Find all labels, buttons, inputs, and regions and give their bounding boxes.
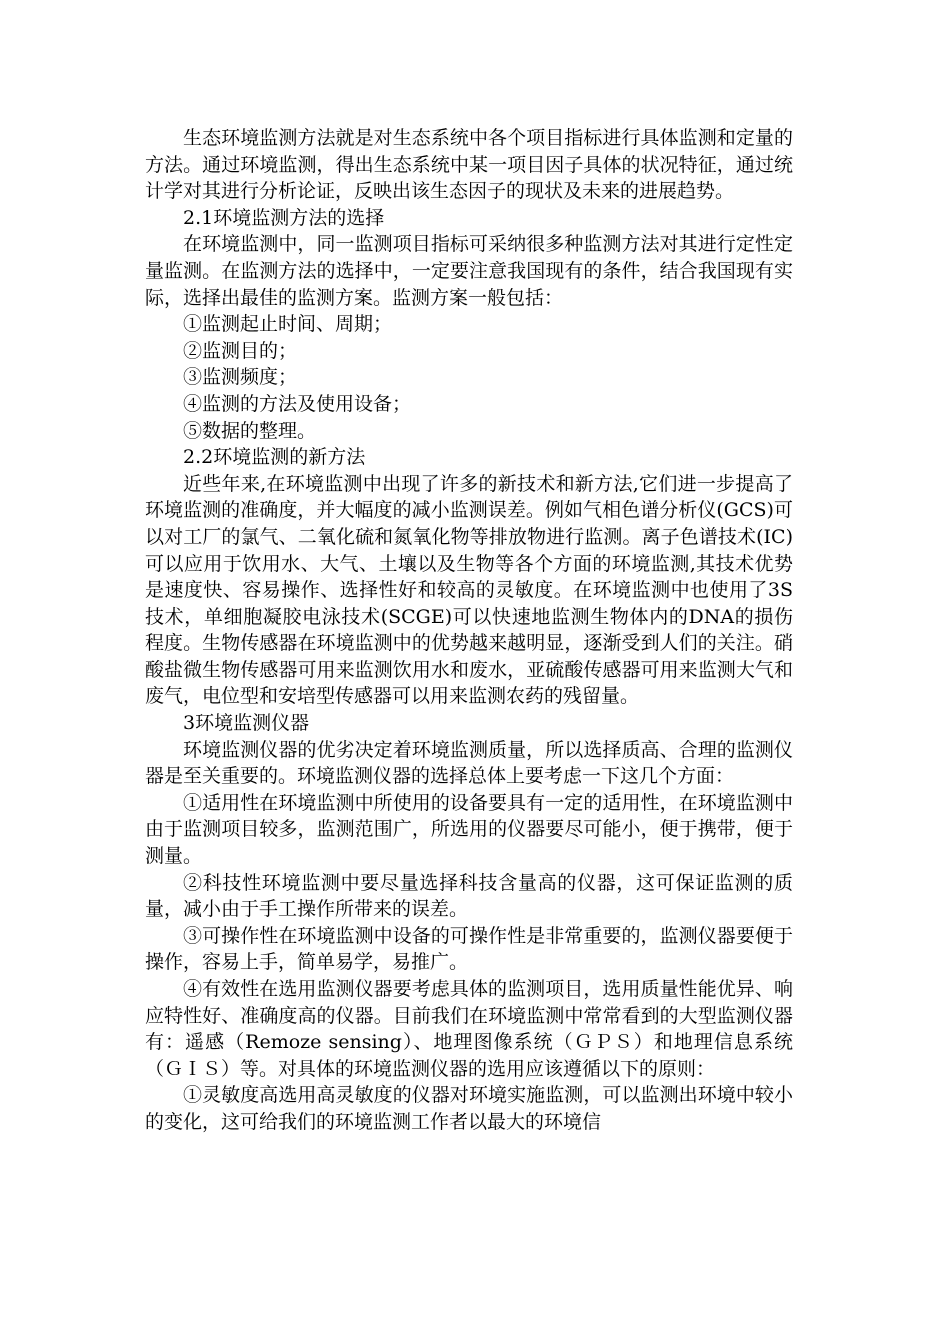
section-heading-2-2: 2.2环境监测的新方法 <box>183 446 366 469</box>
technology-paragraph: ②科技性环境监测中要尽量选择科技含量高的仪器，这可保证监测的质量，减小由于手工操作所带来的误差。 <box>145 871 793 921</box>
intro-paragraph: 生态环境监测方法就是对生态系统中各个项目指标进行具体监测和定量的方法。通过环境监测，得出生态系统中某一项目因子具体的状况特征，通过统计学对其进行分析论证，反映出该生态因子的现状及未来的进展趋势。 <box>145 127 793 203</box>
list-item: ⑤数据的整理。 <box>183 419 317 442</box>
applicability-paragraph: ①适用性在环境监测中所使用的设备要具有一定的适用性，在环境监测中由于监测项目较多，监测范围广，所选用的仪器要尽可能小，便于携带，便于测量。 <box>145 791 793 868</box>
effectiveness-paragraph: ④有效性在选用监测仪器要考虑具体的监测项目，选用质量性能优异、响应特性好、准确度高的仪器。目前我们在环境监测中常常看到的大型监测仪器有：遥感（Remoze sensing）、地理图像系统（ＧＰＳ）和地理信息系统（ＧＩＳ）等。对具体的环境监测仪器的选用应该遵循以下的原则： <box>145 978 793 1080</box>
section-heading-3: 3环境监测仪器 <box>183 712 310 735</box>
list-item: ①监测起止时间、周期； <box>183 313 393 336</box>
new-methods-paragraph: 近些年来,在环境监测中出现了许多的新技术和新方法,它们进一步提高了环境监测的准确度，并大幅度的减小监测误差。例如气相色谱分析仪(GCS)可以对工厂的氯气、二氧化硫和氮氧化物等排放物进行监测。离子色谱技术(IC)可以应用于饮用水、大气、土壤以及生物等各个方面的环境监测,其技术优势是速度快、容易操作、选择性好和较高的灵敏度。在环境监测中也使用了3S技术，单细胞凝胶电泳技术(SCGE)可以快速地监测生物体内的DNA的损伤程度。生物传感器在环境监测中的优势越来越明显，逐渐受到人们的关注。硝酸盐微生物传感器可用来监测饮用水和废水，亚硫酸传感器可用来监测大气和废气，电位型和安培型传感器可以用来监测农药的残留量。 <box>145 472 793 708</box>
document-body <box>145 125 793 1136</box>
list-item: ③监测频度； <box>183 366 298 389</box>
operability-paragraph: ③可操作性在环境监测中设备的可操作性是非常重要的，监测仪器要便于操作，容易上手，简单易学，易推广。 <box>145 924 793 974</box>
sensitivity-paragraph: ①灵敏度高选用高灵敏度的仪器对环境实施监测，可以监测出环境中较小的变化，这可给我们的环境监测工作者以最大的环境信 <box>145 1084 793 1133</box>
list-item: ④监测的方法及使用设备； <box>183 392 412 415</box>
section-heading-2-1: 2.1环境监测方法的选择 <box>183 206 385 229</box>
instruments-intro-paragraph: 环境监测仪器的优劣决定着环境监测质量，所以选择质高、合理的监测仪器是至关重要的。环境监测仪器的选择总体上要考虑一下这几个方面： <box>145 738 793 788</box>
list-item: ②监测目的； <box>183 339 298 362</box>
method-selection-paragraph: 在环境监测中，同一监测项目指标可采纳很多种监测方法对其进行定性定量监测。在监测方法的选择中，一定要注意我国现有的条件，结合我国现有实际，选择出最佳的监测方案。监测方案一般包括： <box>145 233 793 309</box>
